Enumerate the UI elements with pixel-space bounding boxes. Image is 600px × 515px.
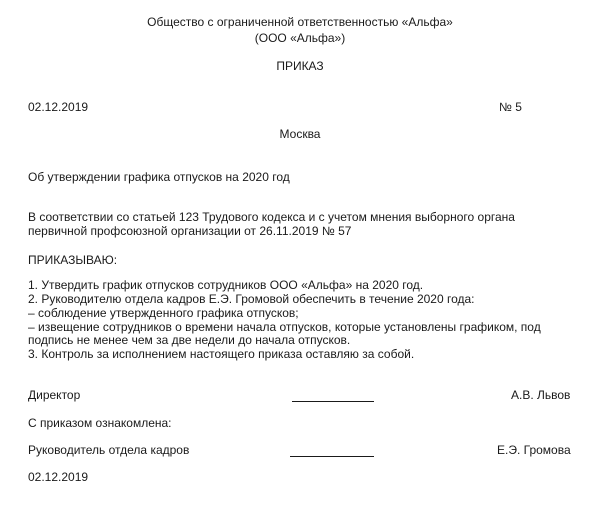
order-city: Москва: [279, 127, 321, 141]
preamble-line-1: В соответствии со статьей 123 Трудового кодекса и с учетом мнения выборного органа: [28, 210, 515, 224]
order-word: ПРИКАЗЫВАЮ:: [28, 253, 118, 267]
hr-title: Руководитель отдела кадров: [28, 443, 190, 457]
organization-full-name: Общество с ограниченной ответственностью «Альфа»: [147, 15, 453, 29]
clause-line: 1. Утвердить график отпусков сотрудников ООО «Альфа» на 2020 год.: [28, 278, 424, 292]
order-number: № 5: [499, 100, 522, 114]
order-date: 02.12.2019: [28, 100, 89, 114]
hr-name: Е.Э. Громова: [497, 443, 571, 457]
clause-line: – соблюдение утвержденного графика отпусков;: [28, 306, 299, 320]
clause-line: подпись не менее чем за две недели до начала отпусков.: [28, 333, 351, 347]
order-subject: Об утверждении графика отпусков на 2020 год: [28, 170, 290, 184]
director-name: А.В. Львов: [511, 388, 571, 402]
document-type-title: ПРИКАЗ: [276, 59, 324, 73]
clause-line: 3. Контроль за исполнением настоящего приказа оставляю за собой.: [28, 347, 415, 361]
organization-short-name: (ООО «Альфа»): [254, 31, 346, 45]
preamble-line-2: первичной профсоюзной организации от 26.11.2019 № 57: [28, 224, 352, 238]
acknowledged-label: С приказом ознакомлена:: [28, 416, 172, 430]
clause-line: – извещение сотрудников о времени начала отпусков, которые установлены графиком, под: [28, 320, 541, 334]
director-signature-line: [292, 401, 374, 402]
clause-line: 2. Руководителю отдела кадров Е.Э. Громовой обеспечить в течение 2020 года:: [28, 292, 475, 306]
hr-signature-line: [290, 456, 374, 457]
acknowledgement-date: 02.12.2019: [28, 470, 89, 484]
director-title: Директор: [28, 388, 81, 402]
